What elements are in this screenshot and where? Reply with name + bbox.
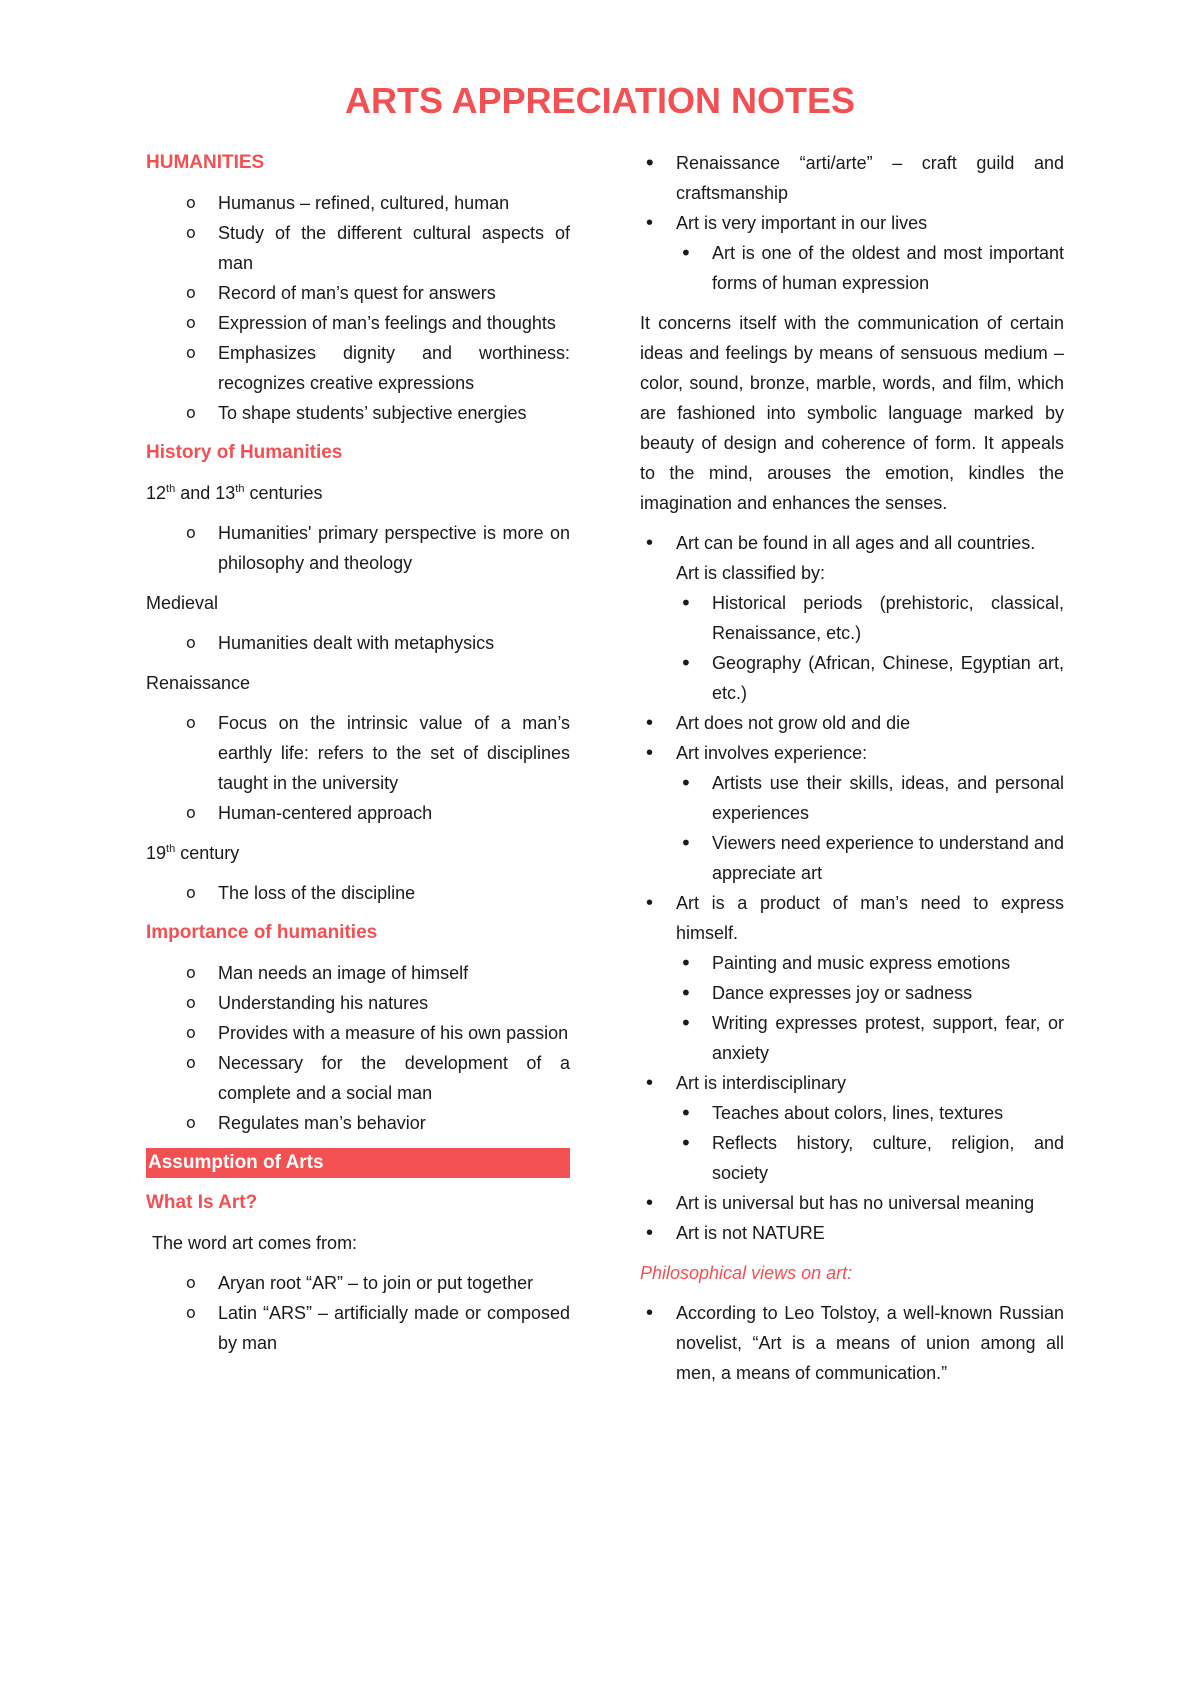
assumption-heading: Assumption of Arts bbox=[146, 1148, 570, 1178]
list-item: • Art is a product of man’s need to express himself. • Painting and music express emotions • Dance expresses joy or sadness • Writing expresses protest, support, fear, or anxiety bbox=[640, 888, 1064, 1068]
list-item: • Art does not grow old and die bbox=[640, 708, 1064, 738]
list-item: • Reflects history, culture, religion, and society bbox=[676, 1128, 1064, 1188]
arte-list bbox=[640, 148, 1064, 298]
list-item: • Dance expresses joy or sadness bbox=[676, 978, 1064, 1008]
importance-list bbox=[146, 958, 570, 1138]
list-item: o Understanding his natures bbox=[146, 988, 570, 1018]
list-item: • According to Leo Tolstoy, a well-known Russian novelist, “Art is a means of union among all men, a means of communication.” bbox=[640, 1298, 1064, 1388]
humanities-heading: HUMANITIES bbox=[146, 152, 265, 173]
renaissance-list bbox=[146, 708, 570, 828]
right-column bbox=[640, 148, 1064, 1388]
list-item: • Art is very important in our lives • Art is one of the oldest and most important forms of human expression bbox=[640, 208, 1064, 298]
list-item: • Viewers need experience to understand and appreciate art bbox=[676, 828, 1064, 888]
list-item: o Humanus – refined, cultured, human bbox=[146, 188, 570, 218]
list-item: o Aryan root “AR” – to join or put together bbox=[146, 1268, 570, 1298]
list-item: • Artists use their skills, ideas, and personal experiences bbox=[676, 768, 1064, 828]
art-characteristics-list bbox=[640, 528, 1064, 1248]
renaissance-label: Renaissance bbox=[146, 673, 251, 693]
list-item: o Humanities dealt with metaphysics bbox=[146, 628, 570, 658]
century-19-list bbox=[146, 878, 570, 908]
art-definition-paragraph: It concerns itself with the communication of certain ideas and feelings by means of sensuous medium – color, sound, bronze, marble, words, and film, which are fashioned into symbolic language marked by beauty of design and coherence of form. It appeals to the mind, arouses the emotion, kindles the imagination and enhances the senses. bbox=[640, 313, 1064, 513]
centuries-12-13-label: 12th and 13th centuries bbox=[146, 483, 323, 503]
centuries-12-13-list bbox=[146, 518, 570, 578]
century-19-label: 19th century bbox=[146, 843, 240, 863]
page-title: ARTS APPRECIATION NOTES bbox=[344, 80, 856, 121]
list-item: o Study of the different cultural aspects of man bbox=[146, 218, 570, 278]
list-item: • • Renaissance “arti/arte” – craft guild and craftsmanship bbox=[640, 148, 1064, 208]
list-item: o Focus on the intrinsic value of a man’s earthly life: refers to the set of disciplines taught in the university bbox=[146, 708, 570, 798]
list-item: • Art is interdisciplinary • Teaches about colors, lines, textures • Reflects history, culture, religion, and society bbox=[640, 1068, 1064, 1188]
medieval-label: Medieval bbox=[146, 593, 219, 613]
humanities-list bbox=[146, 188, 570, 428]
list-item: o To shape students’ subjective energies bbox=[146, 398, 570, 428]
list-item: o Latin “ARS” – artificially made or composed by man bbox=[146, 1298, 570, 1358]
list-item: • Art can be found in all ages and all countries. Art is classified by: • Historical periods (prehistoric, classical, Renaissance, etc.) • Geography (African, Chinese, Egyptian art, etc.) bbox=[640, 528, 1064, 708]
word-art-text: The word art comes from: bbox=[152, 1233, 358, 1253]
list-item: • Teaches about colors, lines, textures bbox=[676, 1098, 1064, 1128]
list-item: o Regulates man’s behavior bbox=[146, 1108, 570, 1138]
list-item: • Art is not NATURE bbox=[640, 1218, 1064, 1248]
list-item: o Record of man’s quest for answers bbox=[146, 278, 570, 308]
list-item: o Necessary for the development of a complete and a social man bbox=[146, 1048, 570, 1108]
list-item: o Emphasizes dignity and worthiness: recognizes creative expressions bbox=[146, 338, 570, 398]
word-origin-list bbox=[146, 1268, 570, 1358]
left-column bbox=[146, 148, 570, 1358]
what-is-art-heading: What Is Art? bbox=[146, 1192, 258, 1213]
list-item: o Humanities' primary perspective is more on philosophy and theology bbox=[146, 518, 570, 578]
list-item bbox=[640, 148, 1064, 208]
importance-heading: Importance of humanities bbox=[146, 922, 378, 943]
philosophical-heading: Philosophical views on art: bbox=[640, 1263, 853, 1283]
list-item: • Art involves experience: • Artists use their skills, ideas, and personal experiences • Viewers need experience to understand and appreciate art bbox=[640, 738, 1064, 888]
list-item: • Painting and music express emotions bbox=[676, 948, 1064, 978]
list-item: • Geography (African, Chinese, Egyptian art, etc.) bbox=[676, 648, 1064, 708]
list-item: o Provides with a measure of his own passion bbox=[146, 1018, 570, 1048]
list-item: o Man needs an image of himself bbox=[146, 958, 570, 988]
list-item: • Writing expresses protest, support, fear, or anxiety bbox=[676, 1008, 1064, 1068]
list-item: o The loss of the discipline bbox=[146, 878, 570, 908]
philosophical-list bbox=[640, 1298, 1064, 1388]
list-item: • Art is universal but has no universal meaning bbox=[640, 1188, 1064, 1218]
list-item: • Art is one of the oldest and most important forms of human expression bbox=[676, 238, 1064, 298]
medieval-list bbox=[146, 628, 570, 658]
list-item: o Expression of man’s feelings and thoughts bbox=[146, 308, 570, 338]
list-item: • Historical periods (prehistoric, classical, Renaissance, etc.) bbox=[676, 588, 1064, 648]
list-item: o Human-centered approach bbox=[146, 798, 570, 828]
history-heading: History of Humanities bbox=[146, 442, 343, 463]
